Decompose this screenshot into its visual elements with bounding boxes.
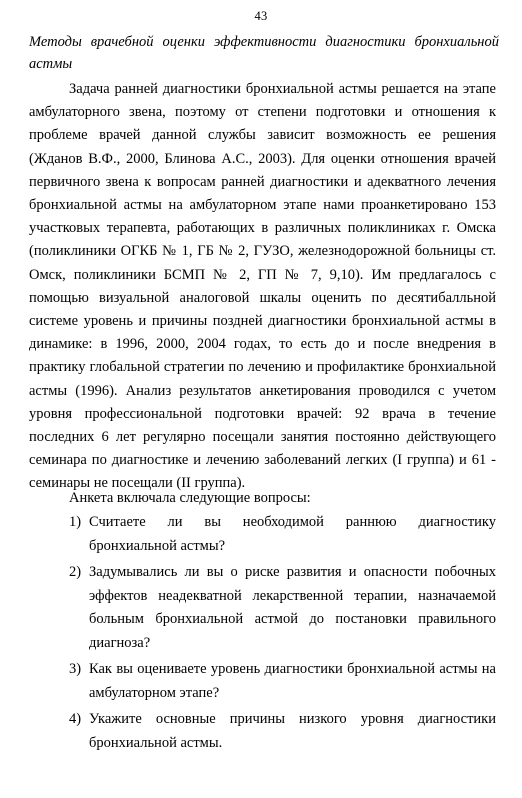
- question-number: 4): [69, 711, 82, 727]
- question-number: 1): [69, 514, 82, 530]
- question-number: 3): [69, 661, 82, 677]
- question-text: Задумывались ли вы о риске развития и опасности побочных эффектов неадекватной лекарственной терапии, назначаемой больным бронхиальной астмой до постановки правильного диагноза?: [89, 564, 496, 651]
- question-text: Укажите основные причины низкого уровня диагностики бронхиальной астмы.: [89, 711, 496, 751]
- list-item: [29, 561, 496, 655]
- question-number: 2): [69, 564, 82, 580]
- section-heading: Методы врачебной оценки эффективности диагностики бронхиальной астмы: [29, 34, 499, 72]
- list-item: [29, 511, 496, 558]
- list-item: [29, 658, 496, 705]
- questions-list: [29, 511, 496, 758]
- list-item: [29, 708, 496, 755]
- question-text: Как вы оцениваете уровень диагностики бронхиальной астмы на амбулаторном этапе?: [89, 661, 496, 701]
- question-text: Считаете ли вы необходимой раннюю диагностику бронхиальной астмы?: [89, 514, 496, 554]
- body-paragraph: Задача ранней диагностики бронхиальной астмы решается на этапе амбулаторного звена, поэтому от степени подготовки и отношения к проблеме врачей данной службы зависит возможность ее решения (Жданов В.Ф., 2000, Блинова А.С., 2003). Для оценки отношения врачей первичного звена к вопросам ранней диагностики и адекватного лечения бронхиальной астмы на амбулаторном этапе нами проанкетировано 153 участковых терапевта, работающих в различных поликлиниках г. Омска (поликлиники ОГКБ № 1, ГБ № 2, ГУЗО, железнодорожной больницы ст. Омск, поликлиники БСМП № 2, ГП № 7, 9,10). Им предлагалось с помощью визуальной аналоговой шкалы оценить по десятибалльной системе уровень и причины поздней диагностики бронхиальной астмы в динамике: в 1996, 2000, 2004 годах, то есть до и после внедрения в практику глобальной стратегии по лечению и профилактике бронхиальной астмы (1996). Анализ результатов анкетирования проводился с учетом уровня профессиональной подготовки врачей: 92 врача в течение последних 6 лет регулярно посещали занятия постоянно действующего семинара по диагностике и лечению заболеваний легких (I группа) и 61 - семинары не посещали (II группа).: [29, 81, 496, 492]
- body-text: [29, 78, 496, 496]
- questions-intro: Анкета включала следующие вопросы:: [69, 490, 311, 506]
- page-number: 43: [254, 9, 268, 23]
